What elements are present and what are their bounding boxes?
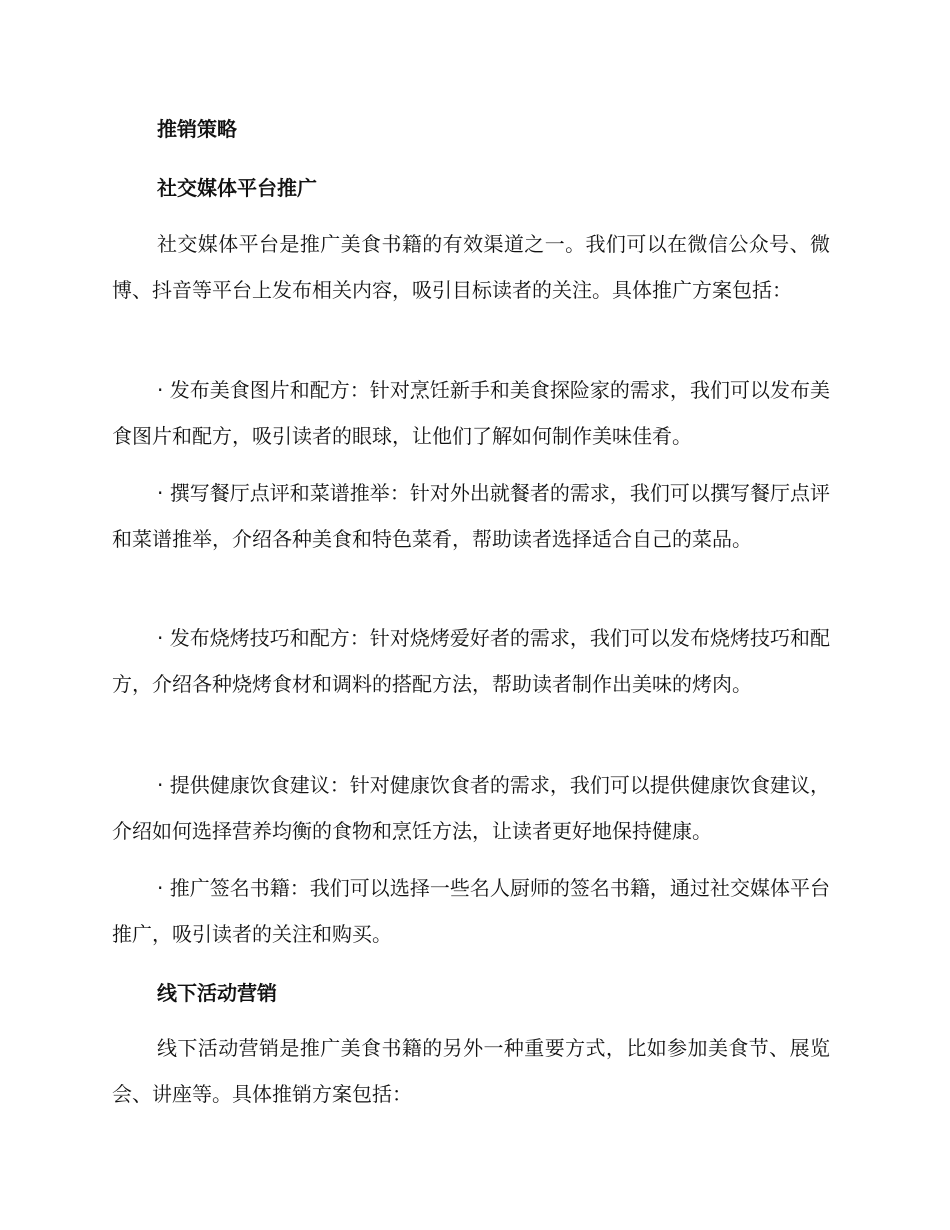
paragraph-offline-intro: 线下活动营销是推广美食书籍的另外一种重要方式，比如参加美食节、展览会、讲座等。具体推销方案包括： <box>112 1036 830 1106</box>
paragraph-social-intro: 社交媒体平台是推广美食书籍的有效渠道之一。我们可以在微信公众号、微博、抖音等平台上发布相关内容，吸引目标读者的关注。具体推广方案包括： <box>112 232 830 302</box>
bullet-item-food-photos: · 发布美食图片和配方：针对烹饪新手和美食探险家的需求，我们可以发布美食图片和配方，吸引读者的眼球，让他们了解如何制作美味佳肴。 <box>112 378 830 448</box>
bullet-item-signed-books: · 推广签名书籍：我们可以选择一些名人厨师的签名书籍，通过社交媒体平台推广，吸引读者的关注和购买。 <box>112 876 830 946</box>
subsection-heading-offline: 线下活动营销 <box>157 981 277 1005</box>
bullet-item-bbq-tips: · 发布烧烤技巧和配方：针对烧烤爱好者的需求，我们可以发布烧烤技巧和配方，介绍各种烧烤食材和调料的搭配方法，帮助读者制作出美味的烤肉。 <box>112 626 830 696</box>
section-heading-strategy: 推销策略 <box>157 117 237 141</box>
bullet-item-restaurant-reviews: · 撰写餐厅点评和菜谱推举：针对外出就餐者的需求，我们可以撰写餐厅点评和菜谱推举，介绍各种美食和特色菜肴，帮助读者选择适合自己的菜品。 <box>112 481 830 551</box>
subsection-heading-social-media: 社交媒体平台推广 <box>157 176 317 200</box>
bullet-item-healthy-eating: · 提供健康饮食建议：针对健康饮食者的需求，我们可以提供健康饮食建议，介绍如何选择营养均衡的食物和烹饪方法，让读者更好地保持健康。 <box>112 773 830 843</box>
